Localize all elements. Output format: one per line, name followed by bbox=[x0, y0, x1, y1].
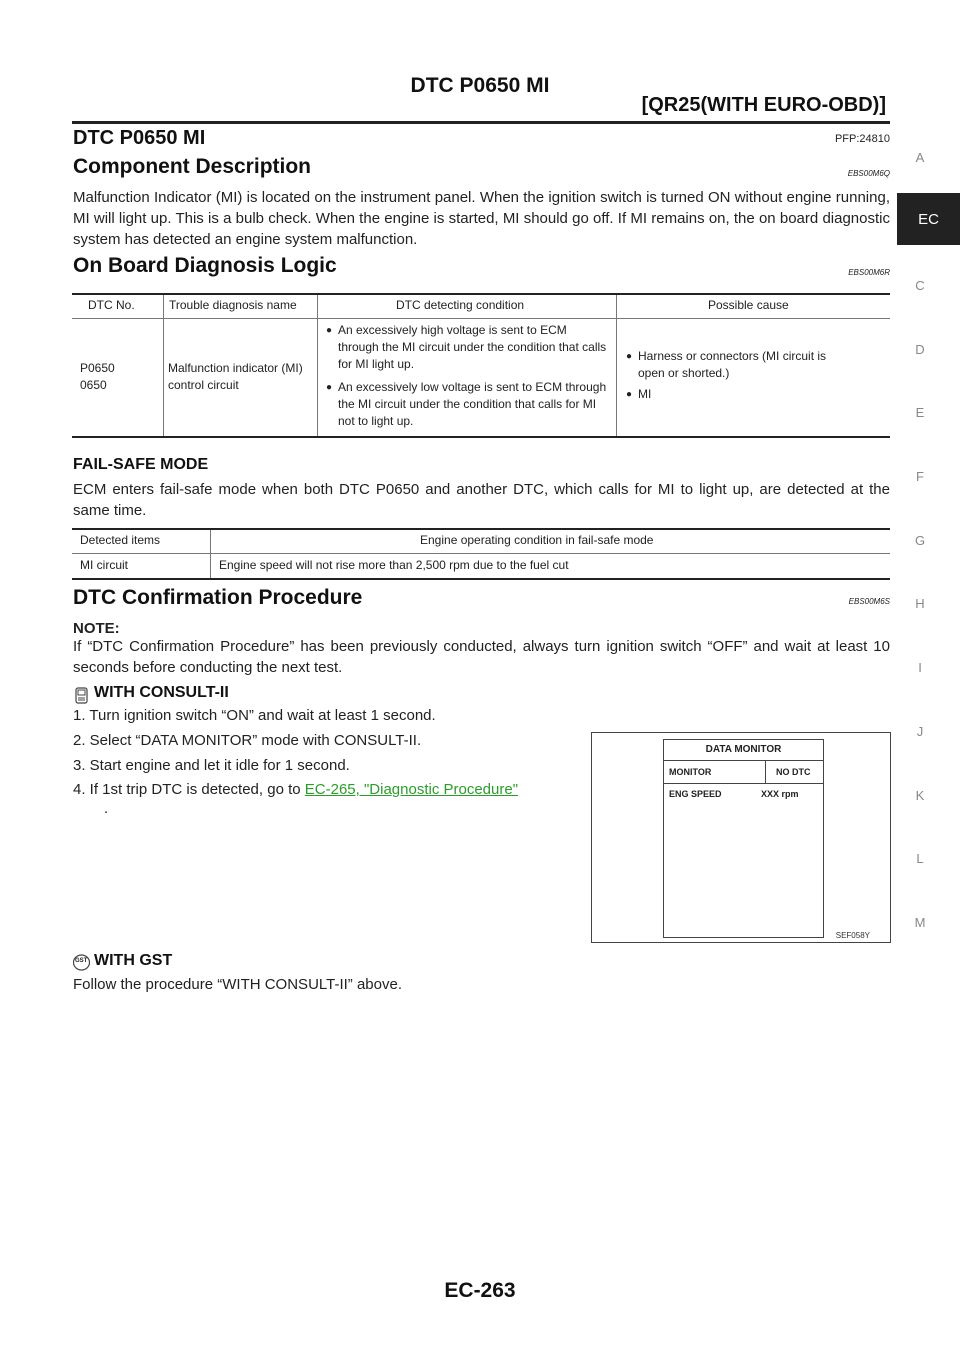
table-col-divider bbox=[616, 295, 617, 437]
component-text: Malfunction Indicator (MI) is located on the instrument panel. When the ignition switch is turned ON without engine running, MI will light up. This is a bulb check. When the engine is started, MI should go off. If MI remains on, the on board diagnostic system has detected an engine system malfunction. bbox=[73, 189, 890, 248]
side-index-f[interactable]: F bbox=[916, 469, 924, 484]
side-index-g[interactable]: G bbox=[914, 533, 926, 548]
side-index-l[interactable]: L bbox=[916, 851, 924, 866]
table-header-name: Trouble diagnosis name bbox=[169, 298, 297, 312]
cause-list bbox=[626, 348, 846, 403]
confirm-heading: DTC Confirmation Procedure bbox=[73, 586, 363, 609]
step-3: 3. Start engine and let it idle for 1 second. bbox=[73, 757, 350, 774]
cause-item: ● MI bbox=[626, 387, 652, 401]
page-header-subtitle: [QR25(WITH EURO-OBD)] bbox=[641, 94, 886, 116]
side-index-c[interactable]: C bbox=[915, 278, 925, 293]
screen-header-row bbox=[664, 761, 823, 784]
part-number: PFP:24810 bbox=[834, 133, 890, 145]
step-1: 1. Turn ignition switch “ON” and wait at least 1 second. bbox=[73, 707, 436, 724]
side-index-a[interactable]: A bbox=[915, 150, 925, 165]
header-divider bbox=[72, 121, 890, 124]
failsafe-heading: FAIL-SAFE MODE bbox=[73, 456, 209, 473]
data-monitor-screen bbox=[663, 739, 824, 938]
side-index-h[interactable]: H bbox=[915, 596, 925, 611]
component-heading: Component Description bbox=[73, 155, 312, 178]
condition-item: ● An excessively low voltage is sent to ECM through the MI circuit under the condition that calls for MI not to light up. bbox=[326, 380, 607, 428]
condition-list bbox=[326, 322, 610, 430]
gst-icon-text: GST bbox=[75, 958, 88, 964]
screen-row-label: ENG SPEED bbox=[669, 789, 722, 799]
side-index-j[interactable]: J bbox=[916, 724, 924, 739]
table-col-divider bbox=[317, 295, 318, 437]
trouble-name: Malfunction indicator (MI) control circuit bbox=[168, 361, 303, 392]
note-text: If “DTC Confirmation Procedure” has been previously conducted, always turn ignition switch “OFF” and wait at least 10 seconds before conducting the next test. bbox=[73, 638, 890, 676]
side-index-i[interactable]: I bbox=[918, 660, 922, 675]
side-index-m[interactable]: M bbox=[914, 915, 926, 930]
gst-icon bbox=[73, 954, 90, 971]
gst-heading: WITH GST bbox=[94, 952, 173, 969]
failsafe-text: ECM enters fail-safe mode when both DTC P0650 and another DTC, which calls for MI to light up, are detected at the same time. bbox=[73, 481, 890, 519]
failsafe-header-rule bbox=[72, 553, 890, 554]
screen-row-value: XXX rpm bbox=[761, 789, 799, 799]
failsafe-table-bottom-rule bbox=[72, 578, 890, 580]
dtc-number: P0650 0650 bbox=[80, 361, 115, 392]
table-bottom-rule bbox=[72, 436, 890, 438]
figure-code: SEF058Y bbox=[835, 931, 870, 940]
screen-col-nodtc: NO DTC bbox=[776, 767, 811, 777]
note-label: NOTE: bbox=[73, 620, 120, 637]
table-header-rule bbox=[72, 318, 890, 319]
table-header-dtc: DTC No. bbox=[88, 298, 135, 312]
failsafe-table-top-rule bbox=[72, 528, 890, 530]
component-code: EBS00M6Q bbox=[847, 169, 890, 178]
cause-item: ● Harness or connectors (MI circuit is open or shorted.) bbox=[626, 349, 827, 380]
gst-text: Follow the procedure “WITH CONSULT-II” above. bbox=[73, 976, 402, 993]
step-2: 2. Select “DATA MONITOR” mode with CONSULT-II. bbox=[73, 732, 422, 749]
condition-item: ● An excessively high voltage is sent to ECM through the MI circuit under the condition that calls for MI light up. bbox=[326, 323, 607, 371]
side-index-e[interactable]: E bbox=[915, 405, 925, 420]
diagnostic-procedure-link[interactable]: EC-265, "Diagnostic Procedure" bbox=[304, 781, 519, 798]
consult-icon bbox=[73, 687, 90, 704]
table-col-divider bbox=[163, 295, 164, 437]
screen-col-monitor: MONITOR bbox=[669, 767, 712, 777]
consult-screen-figure bbox=[591, 732, 891, 943]
section-title: DTC P0650 MI bbox=[73, 127, 206, 149]
table-header-condition: DTC detecting condition bbox=[396, 298, 525, 312]
screen-title: DATA MONITOR bbox=[664, 740, 823, 761]
failsafe-header-condition: Engine operating condition in fail-safe mode bbox=[420, 533, 654, 547]
obd-heading: On Board Diagnosis Logic bbox=[73, 254, 337, 277]
failsafe-detected-item: MI circuit bbox=[80, 558, 128, 572]
screen-data-row bbox=[664, 784, 823, 804]
failsafe-header-detected: Detected items bbox=[80, 533, 161, 547]
screen-col-divider bbox=[765, 761, 766, 783]
consult-heading: WITH CONSULT-II bbox=[94, 684, 229, 701]
page-header-title: DTC P0650 MI bbox=[410, 74, 550, 97]
side-index-d[interactable]: D bbox=[915, 342, 925, 357]
failsafe-col-divider bbox=[210, 530, 211, 578]
table-top-rule bbox=[72, 293, 890, 295]
side-index-k[interactable]: K bbox=[915, 788, 925, 803]
confirm-code: EBS00M6S bbox=[848, 597, 890, 606]
table-header-cause: Possible cause bbox=[708, 298, 789, 312]
step-4-end: . bbox=[104, 800, 109, 817]
side-index-ec-active[interactable]: EC bbox=[897, 193, 960, 245]
step-4: 4. If 1st trip DTC is detected, go to EC-265, "Diagnostic Procedure" bbox=[73, 781, 519, 798]
obd-code: EBS00M6R bbox=[848, 268, 890, 277]
page-number: EC-263 bbox=[444, 1279, 516, 1302]
failsafe-engine-condition: Engine speed will not rise more than 2,500 rpm due to the fuel cut bbox=[219, 558, 569, 572]
